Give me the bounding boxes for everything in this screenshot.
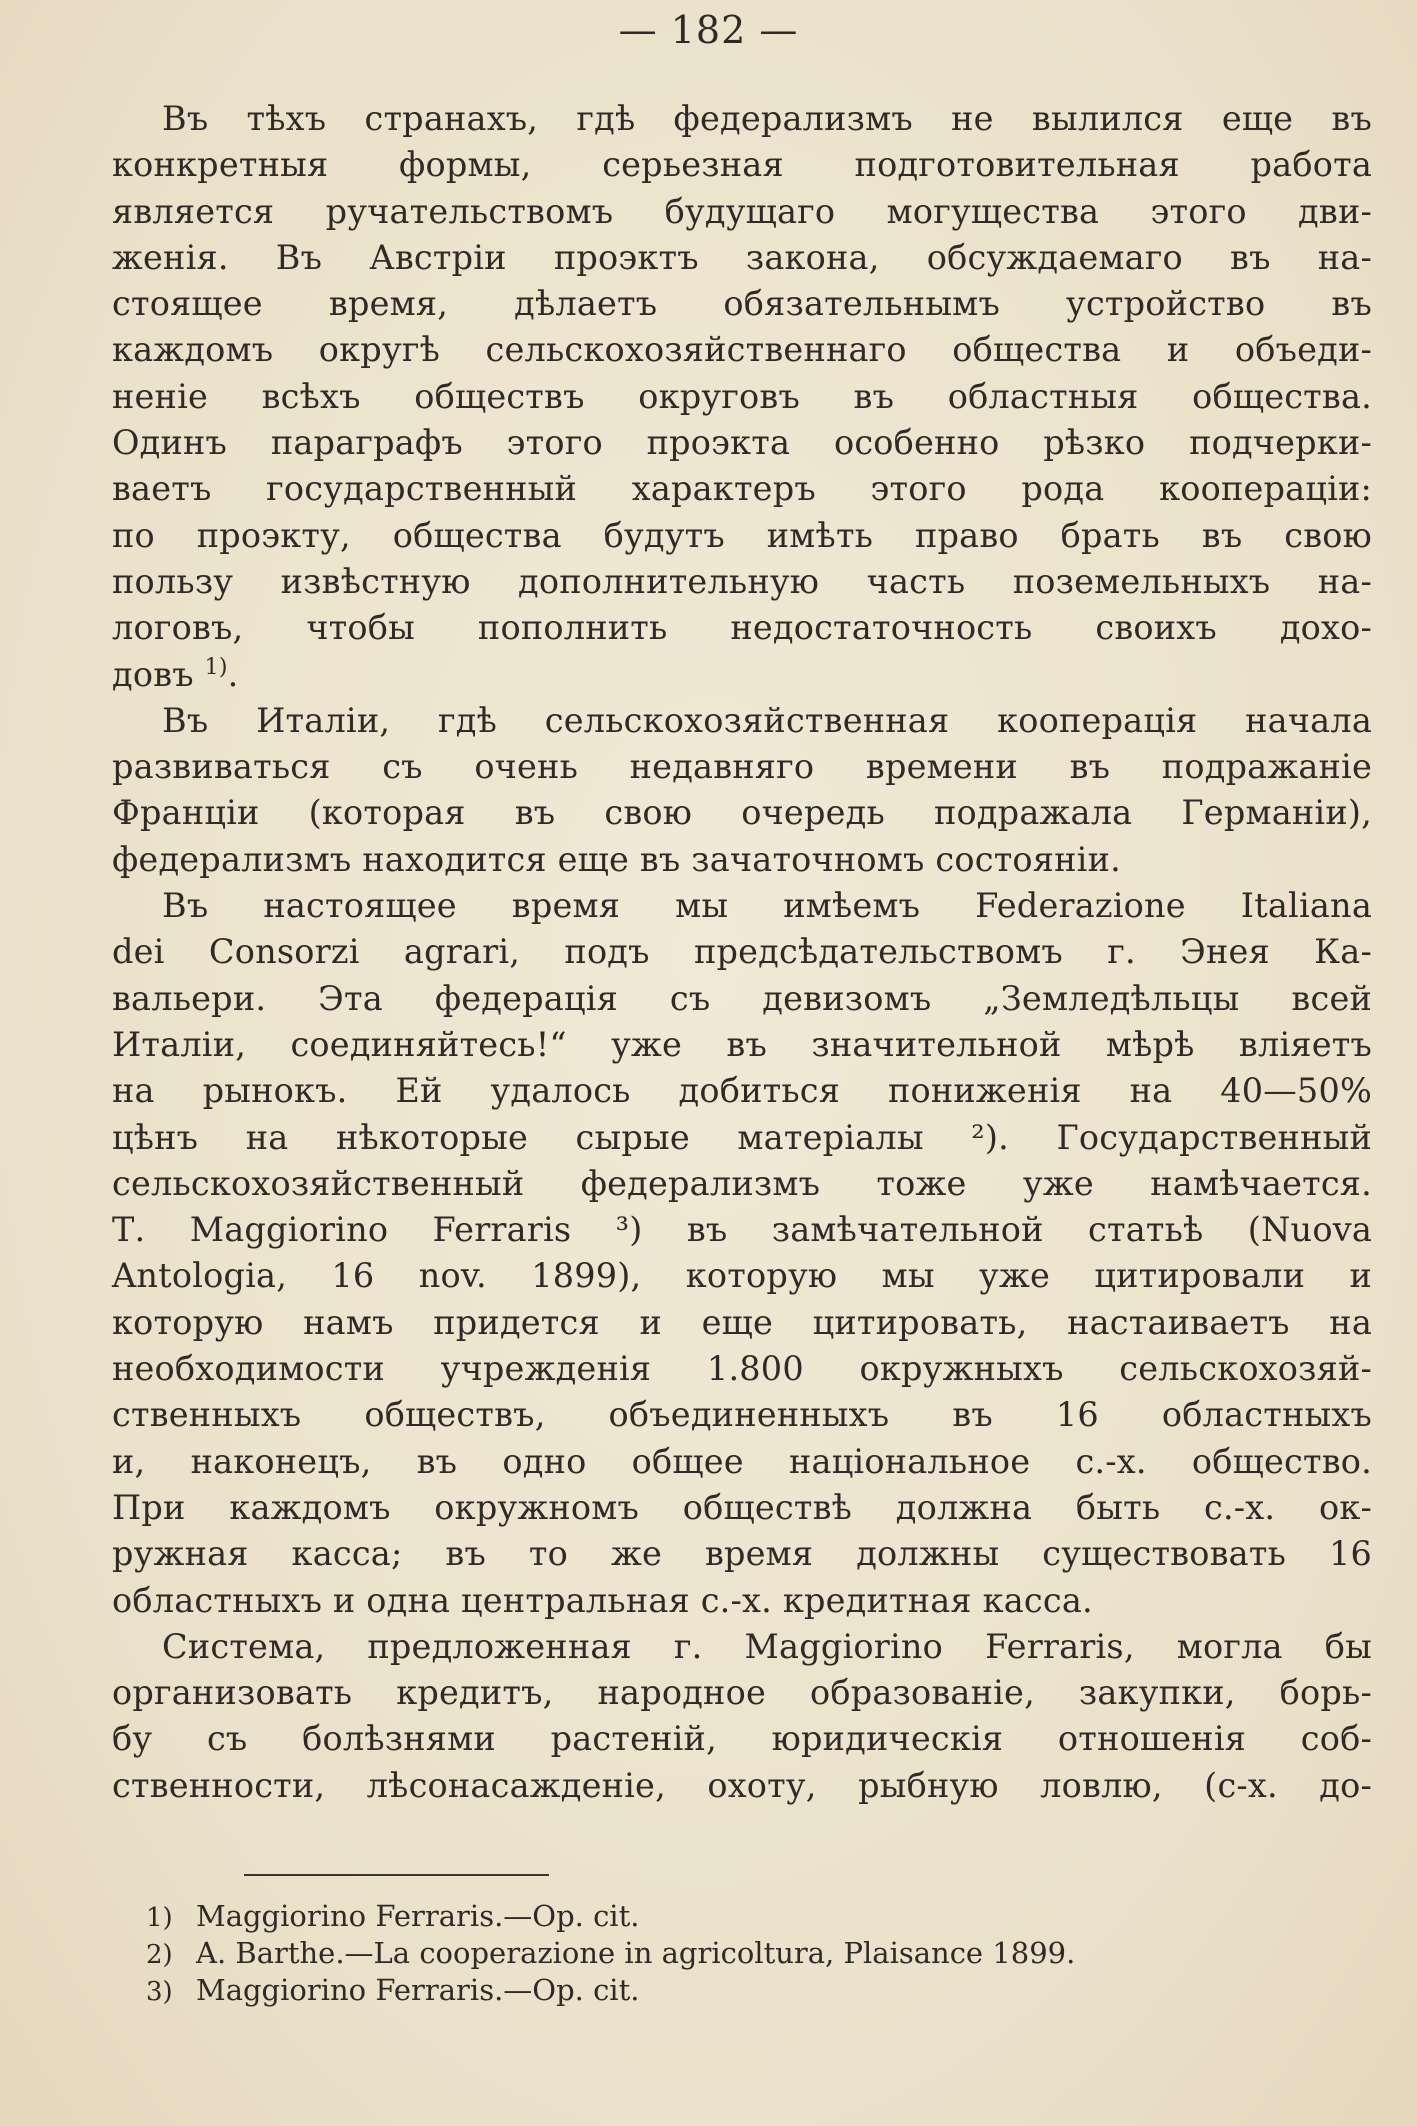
text-fragment: довъ [112, 654, 194, 694]
text-line: При каждомъ окружномъ обществѣ должна быть с.-х. ок- [112, 1487, 1372, 1527]
text-line: организовать кредитъ, народное образованіе, закупки, борь- [112, 1673, 1372, 1713]
text-line: Въ настоящее время мы имѣемъ Federazione Italiana [162, 886, 1372, 926]
text-line: которую намъ придется и еще цитировать, настаиваетъ на [112, 1302, 1372, 1342]
text-line: ственныхъ обществъ, объединенныхъ въ 16 областныхъ [112, 1395, 1372, 1435]
text-line: неніе всѣхъ обществъ округовъ въ областныя общества. [112, 376, 1372, 416]
text-line: по проэкту, общества будутъ имѣть право брать въ свою [112, 515, 1372, 555]
text-line: Франціи (которая въ свою очередь подражала Германіи), [112, 793, 1372, 833]
footnote-number: 1) [146, 1903, 173, 1933]
footnote-number: 2) [146, 1940, 173, 1970]
text-line: конкретныя формы, серьезная подготовительная работа [112, 145, 1372, 185]
text-line: на рынокъ. Ей удалось добиться пониженія на 40—50% [112, 1071, 1372, 1111]
text-line: ружная касса; въ то же время должны существовать 16 [112, 1534, 1372, 1574]
footnote [146, 1972, 1346, 2009]
text-line: женія. Въ Австріи проэктъ закона, обсуждаемаго въ на- [112, 237, 1372, 277]
text-line: сельскохозяйственный федерализмъ тоже уже намѣчается. [112, 1163, 1372, 1203]
footnote [146, 1935, 1346, 1972]
paragraph-federazione [112, 883, 1372, 1624]
text-line: логовъ, чтобы пополнить недостаточность своихъ дохо- [112, 608, 1372, 648]
text-line: Въ Италіи, гдѣ сельскохозяйственная кооперація начала [162, 700, 1372, 740]
text-line: пользу извѣстную дополнительную часть поземельныхъ на- [112, 561, 1372, 601]
body-text [112, 96, 1372, 1809]
footnote-divider [244, 1874, 549, 1876]
page-number: — 182 — [618, 8, 799, 52]
footnote-number: 3) [146, 1977, 173, 2007]
text-line: вальери. Эта федерація съ девизомъ „Земледѣльцы всей [112, 978, 1372, 1018]
text-line: бу съ болѣзнями растеній, юридическія отношенія соб- [112, 1719, 1372, 1759]
text-line: является ручательствомъ будущаго могущества этого дви- [112, 191, 1372, 231]
footnotes [146, 1898, 1346, 2009]
text-line: федерализмъ находится еще въ зачаточномъ состояніи. [112, 839, 1121, 879]
text-line: развиваться съ очень недавняго времени въ подражаніе [112, 747, 1372, 787]
footnote-text: Maggiorino Ferraris.—Op. cit. [196, 1973, 640, 2007]
text-line: каждомъ округѣ сельскохозяйственнаго общества и объеди- [112, 330, 1372, 370]
text-line: Одинъ параграфъ этого проэкта особенно рѣзко подчерки- [112, 423, 1372, 463]
footnote [146, 1898, 1346, 1935]
text-line: и, наконецъ, въ одно общее національное с.-х. общество. [112, 1441, 1372, 1481]
text-line [112, 652, 1372, 698]
footnote-text: Maggiorino Ferraris.—Op. cit. [196, 1899, 640, 1933]
text-line: Въ тѣхъ странахъ, гдѣ федерализмъ не вылился еще въ [162, 99, 1372, 138]
text-line: Италіи, соединяйтесь!“ уже въ значительной мѣрѣ вліяетъ [112, 1024, 1372, 1064]
text-line: Система, предложенная г. Maggiorino Ferraris, могла бы [162, 1626, 1372, 1666]
text-line: ственности, лѣсонасажденіе, охоту, рыбную ловлю, (с-х. до- [112, 1765, 1372, 1805]
footnote-text: A. Barthe.—La cooperazione in agricoltura, Plaisance 1899. [196, 1936, 1076, 1970]
footnote-ref: 1) [204, 654, 228, 680]
text-fragment: . [227, 654, 239, 694]
text-line: необходимости учрежденія 1.800 окружныхъ сельскохозяй- [112, 1349, 1372, 1389]
text-line: ваетъ государственный характеръ этого рода коопераціи: [112, 469, 1372, 509]
text-line: областныхъ и одна центральная с.-х. кредитная касса. [112, 1580, 1093, 1620]
text-line: dei Consorzi agrari, подъ предсѣдательствомъ г. Энея Ка- [112, 932, 1372, 972]
text-line: цѣнъ на нѣкоторые сырые матеріалы ²). Государственный [112, 1117, 1372, 1157]
paragraph-system [112, 1624, 1372, 1809]
paragraph-austria [112, 96, 1372, 698]
text-line: стоящее время, дѣлаетъ обязательнымъ устройство въ [112, 284, 1372, 324]
text-line: Т. Maggiorino Ferraris ³) въ замѣчательной статьѣ (Nuova [112, 1210, 1372, 1250]
paragraph-italy [112, 698, 1372, 883]
text-line: Antologia, 16 nov. 1899), которую мы уже цитировали и [112, 1256, 1372, 1296]
